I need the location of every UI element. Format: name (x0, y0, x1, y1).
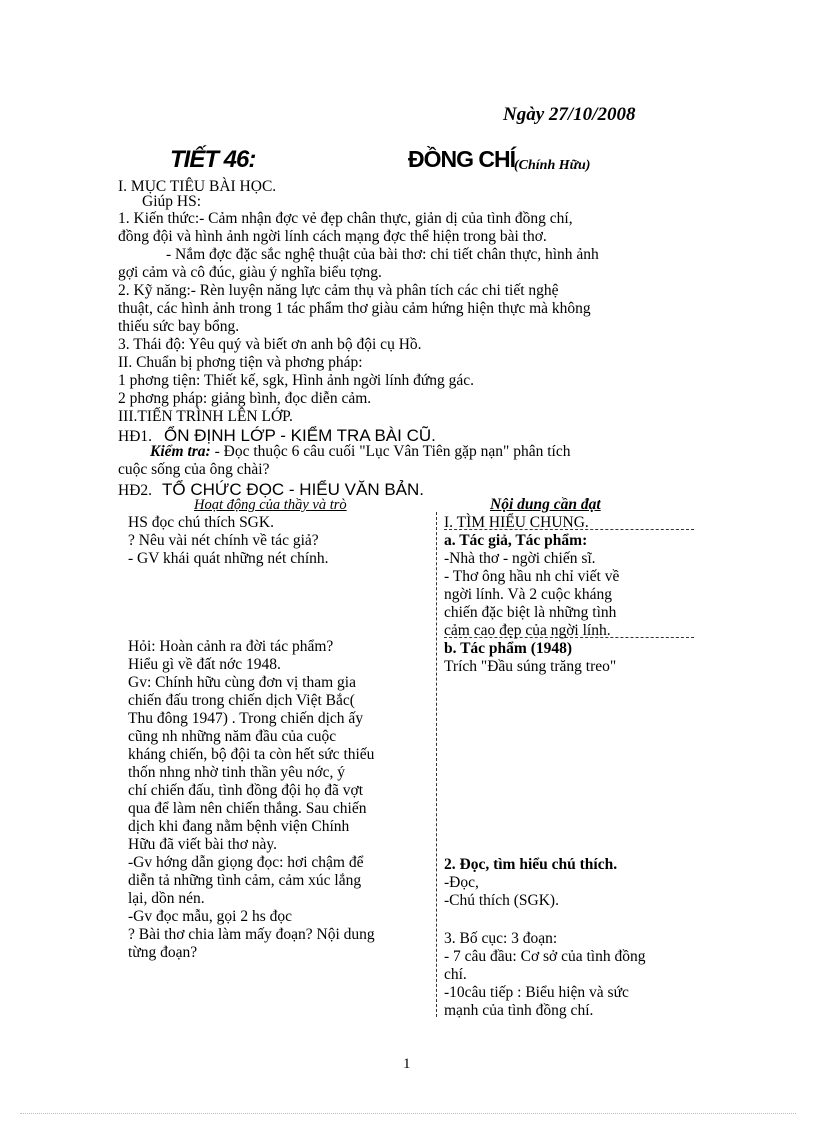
subsection-title: 2. Đọc, tìm hiểu chú thích. (444, 856, 618, 873)
skill-line: thiếu sức bay bổng. (118, 318, 240, 335)
right-column-reading (444, 856, 694, 910)
table-left-header: Hoạt động của thầy và trò (194, 497, 347, 513)
table-row: ngời lính. Và 2 cuộc kháng (444, 586, 613, 603)
check-text: - Đọc thuộc 6 câu cuối "Lục Vân Tiên gặp nạn" phân tích (210, 443, 571, 460)
page-border (20, 1113, 796, 1114)
page-number: 1 (403, 1056, 411, 1072)
attitude-line: 3. Thái độ: Yêu quý và biết ơn anh bộ đội cụ Hồ. (118, 336, 422, 353)
table-row: chí. (444, 966, 467, 983)
table-row: Hữu đã viết bài thơ này. (128, 836, 278, 853)
check-label: Kiểm tra: (150, 443, 211, 460)
table-row: cũng nh những năm đầu của cuộc (128, 728, 337, 745)
table-row: Gv: Chính hữu cùng đơn vị tham gia (128, 674, 356, 691)
right-column-top (444, 514, 694, 676)
table-row: ? Nêu vài nét chính về tác giả? (128, 532, 319, 549)
objectives-intro: Giúp HS: (142, 193, 201, 210)
table-row: -Chú thích (SGK). (444, 892, 559, 909)
table-row: Thu đông 1947) . Trong chiến dịch ấy (128, 710, 364, 727)
lesson-number: TIẾT 46: (170, 146, 256, 173)
preparation-methods: 2 phơng pháp: giảng bình, đọc diễn cảm. (118, 390, 372, 407)
table-row: - Thơ ông hầu nh chỉ viết về (444, 568, 620, 585)
table-row: Hiểu gì về đất nớc 1948. (128, 656, 281, 673)
preparation-heading: II. Chuẩn bị phơng tiện và phơng pháp: (118, 354, 363, 371)
knowledge-line: - Nắm đợc đặc sắc nghệ thuật của bài thơ: chi tiết chân thực, hình ảnh (166, 246, 599, 263)
table-row: - GV khái quát những nét chính. (128, 550, 329, 567)
preparation-tools: 1 phơng tiện: Thiết kế, sgk, Hình ảnh ngời lính đứng gác. (118, 372, 474, 389)
knowledge-line: 1. Kiến thức:- Cảm nhận đợc vẻ đẹp chân thực, giản dị của tình đồng chí, (118, 210, 573, 227)
table-row: HS đọc chú thích SGK. (128, 514, 274, 531)
table-row: kháng chiến, bộ đội ta còn hết sức thiếu (128, 746, 375, 763)
skill-line: 2. Kỹ năng:- Rèn luyện năng lực cảm thụ và phân tích các chi tiết nghệ (118, 282, 559, 299)
table-row: Trích "Đầu súng trăng treo" (444, 658, 617, 675)
subsection-title: b. Tác phẩm (1948) (444, 640, 573, 657)
objectives-section (118, 178, 696, 426)
table-row: -Gv đọc mẫu, gọi 2 hs đọc (128, 908, 293, 925)
hd1-label: HĐ1. (118, 428, 153, 445)
table-row: từng đoạn? (128, 944, 198, 961)
table-row: -10câu tiếp : Biểu hiện và sức (444, 984, 629, 1001)
table-row: cảm cao đẹp của ngời lính. (444, 622, 611, 639)
table-row: chiến đặc biệt là những tình (444, 604, 617, 621)
subsection-title: a. Tác giả, Tác phẩm: (444, 532, 588, 549)
table-row: mạnh của tình đồng chí. (444, 1002, 594, 1019)
date-line: Ngày 27/10/2008 (503, 104, 636, 125)
poem-title: ĐỒNG CHÍ (408, 146, 515, 172)
right-column-structure (444, 930, 694, 1020)
hd2-title: TỔ CHỨC ĐỌC - HIỂU VĂN BẢN. (162, 480, 424, 499)
check-line (150, 443, 570, 461)
table-row: - 7 câu đầu: Cơ sở của tình đồng (444, 948, 646, 965)
table-row: 3. Bố cục: 3 đoạn: (444, 930, 558, 947)
table-row: thốn nhng nhờ tinh thần yêu nớc, ý (128, 764, 346, 781)
knowledge-line: gợi cảm và cô đúc, giàu ý nghĩa biểu tợng. (118, 264, 382, 281)
hd2-label: HĐ2. (118, 482, 153, 499)
column-divider (436, 512, 437, 1017)
objectives-heading: I. MỤC TIÊU BÀI HỌC. (118, 178, 277, 195)
table-row: lại, dồn nén. (128, 890, 205, 907)
table-row: -Nhà thơ - ngời chiến sĩ. (444, 550, 596, 567)
table-row: qua để làm nên chiến thắng. Sau chiến (128, 800, 367, 817)
knowledge-line: đồng đội và hình ảnh ngời lính cách mạng đợc thể hiện trong bài thơ. (118, 228, 547, 245)
process-heading: III.TIẾN TRÌNH LÊN LỚP. (118, 408, 293, 425)
left-column-top (128, 514, 428, 568)
table-right-header: Nội dung cần đạt (490, 496, 601, 513)
table-row: Hỏi: Hoàn cảnh ra đời tác phẩm? (128, 638, 334, 655)
left-column-context (128, 638, 428, 962)
poem-author: (Chính Hữu) (514, 158, 591, 173)
table-row: diễn tả những tình cảm, cảm xúc lắng (128, 872, 362, 889)
table-row: -Gv hớng dẫn giọng đọc: hơi chậm để (128, 854, 364, 871)
table-row: -Đọc, (444, 874, 479, 891)
table-row: ? Bài thơ chia làm mấy đoạn? Nội dung (128, 926, 375, 943)
section-title: I. TÌM HIỂU CHUNG. (444, 514, 589, 531)
check-line-2: cuộc sống của ông chài? (118, 461, 270, 478)
hd1-title: ỔN ĐỊNH LỚP - KIỂM TRA BÀI CŨ. (164, 426, 436, 445)
table-row: dịch khi đang nằm bệnh viện Chính (128, 818, 350, 835)
table-row: chiến đấu trong chiến dịch Việt Bắc( (128, 692, 355, 709)
table-row: chí chiến đấu, tình đồng đội họ đã vợt (128, 782, 364, 799)
skill-line: thuật, các hình ảnh trong 1 tác phẩm thơ giàu cảm hứng hiện thực mà không (118, 300, 591, 317)
